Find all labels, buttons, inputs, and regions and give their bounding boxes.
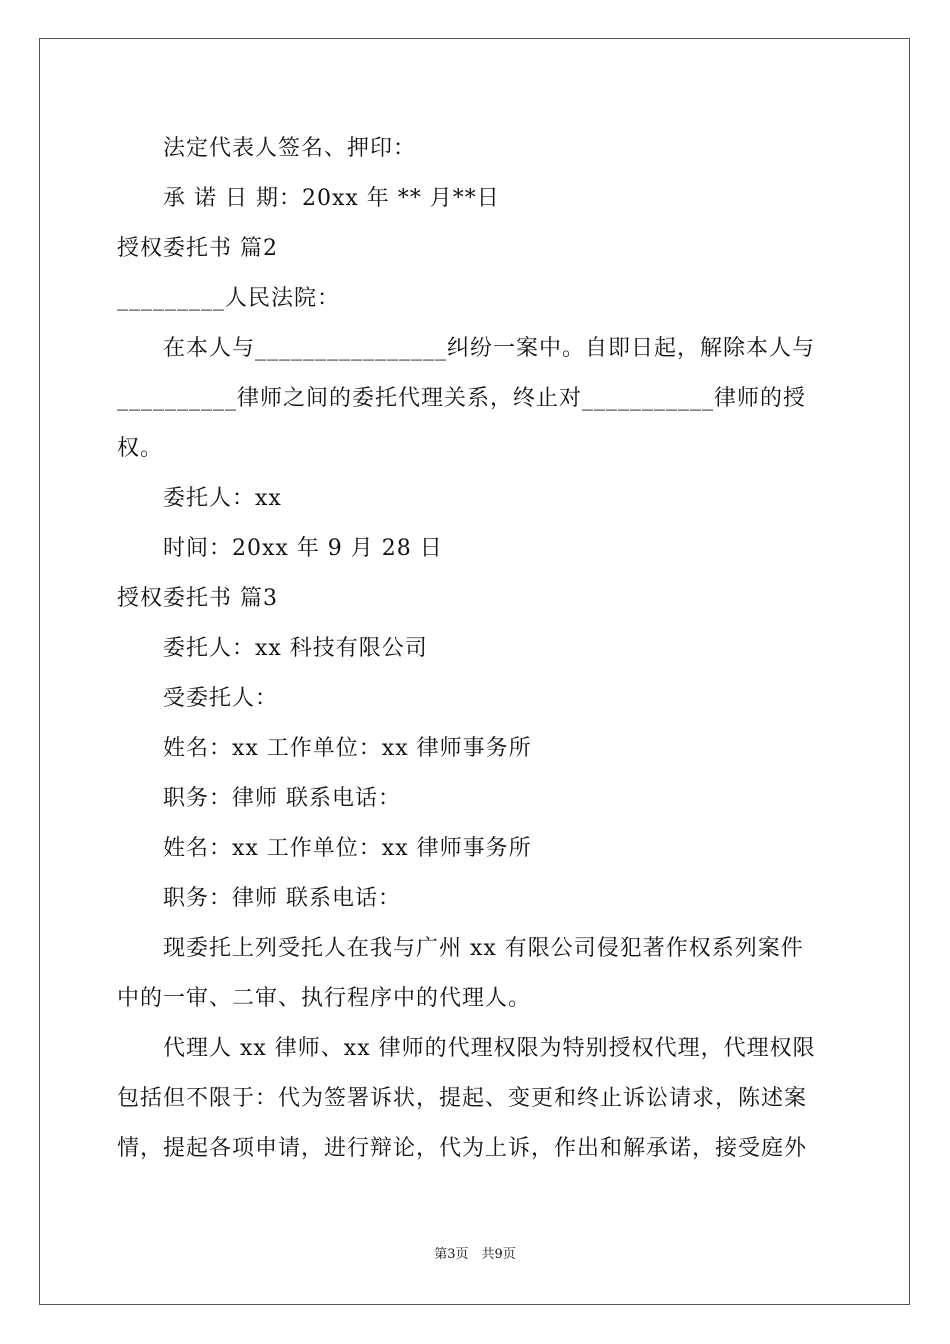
paragraph-line: 在本人与________________纠纷一案中。自即日起，解除本人与 <box>163 336 816 361</box>
date-line: 时间：20xx 年 9 月 28 日 <box>163 536 443 561</box>
paragraph-line: 情，提起各项申请，进行辩论，代为上诉，作出和解承诺，接受庭外 <box>117 1136 808 1161</box>
agent-name-line: 姓名：xx 工作单位：xx 律师事务所 <box>163 836 532 861</box>
agent-position-line: 职务：律师 联系电话： <box>163 886 401 911</box>
page-frame <box>39 38 910 1305</box>
agent-name-line: 姓名：xx 工作单位：xx 律师事务所 <box>163 736 532 761</box>
addressee-line: _________人民法院： <box>117 286 341 311</box>
agent-position-line: 职务：律师 联系电话： <box>163 786 401 811</box>
commitment-date-line: 承 诺 日 期：20xx 年 ** 月**日 <box>163 186 500 211</box>
signature-line: 法定代表人签名、押印： <box>163 136 417 161</box>
principal-line: 委托人：xx <box>163 486 282 511</box>
paragraph-line: 包括但不限于：代为签署诉状，提起、变更和终止诉讼请求，陈述案 <box>117 1086 808 1111</box>
section-heading-3: 授权委托书 篇3 <box>117 586 278 611</box>
paragraph-line: 中的一审、二审、执行程序中的代理人。 <box>117 986 532 1011</box>
principal-company-line: 委托人：xx 科技有限公司 <box>163 636 428 661</box>
paragraph-line: 权。 <box>117 436 164 461</box>
section-heading-2: 授权委托书 篇2 <box>117 236 278 261</box>
paragraph-line: __________律师之间的委托代理关系，终止对___________律师的授 <box>117 386 807 411</box>
page-number: 第3页 共9页 <box>434 1247 516 1262</box>
agent-label-line: 受委托人： <box>163 686 279 711</box>
paragraph-line: 现委托上列受托人在我与广州 xx 有限公司侵犯著作权系列案件 <box>163 936 804 961</box>
paragraph-line: 代理人 xx 律师、xx 律师的代理权限为特别授权代理，代理权限 <box>163 1036 816 1061</box>
